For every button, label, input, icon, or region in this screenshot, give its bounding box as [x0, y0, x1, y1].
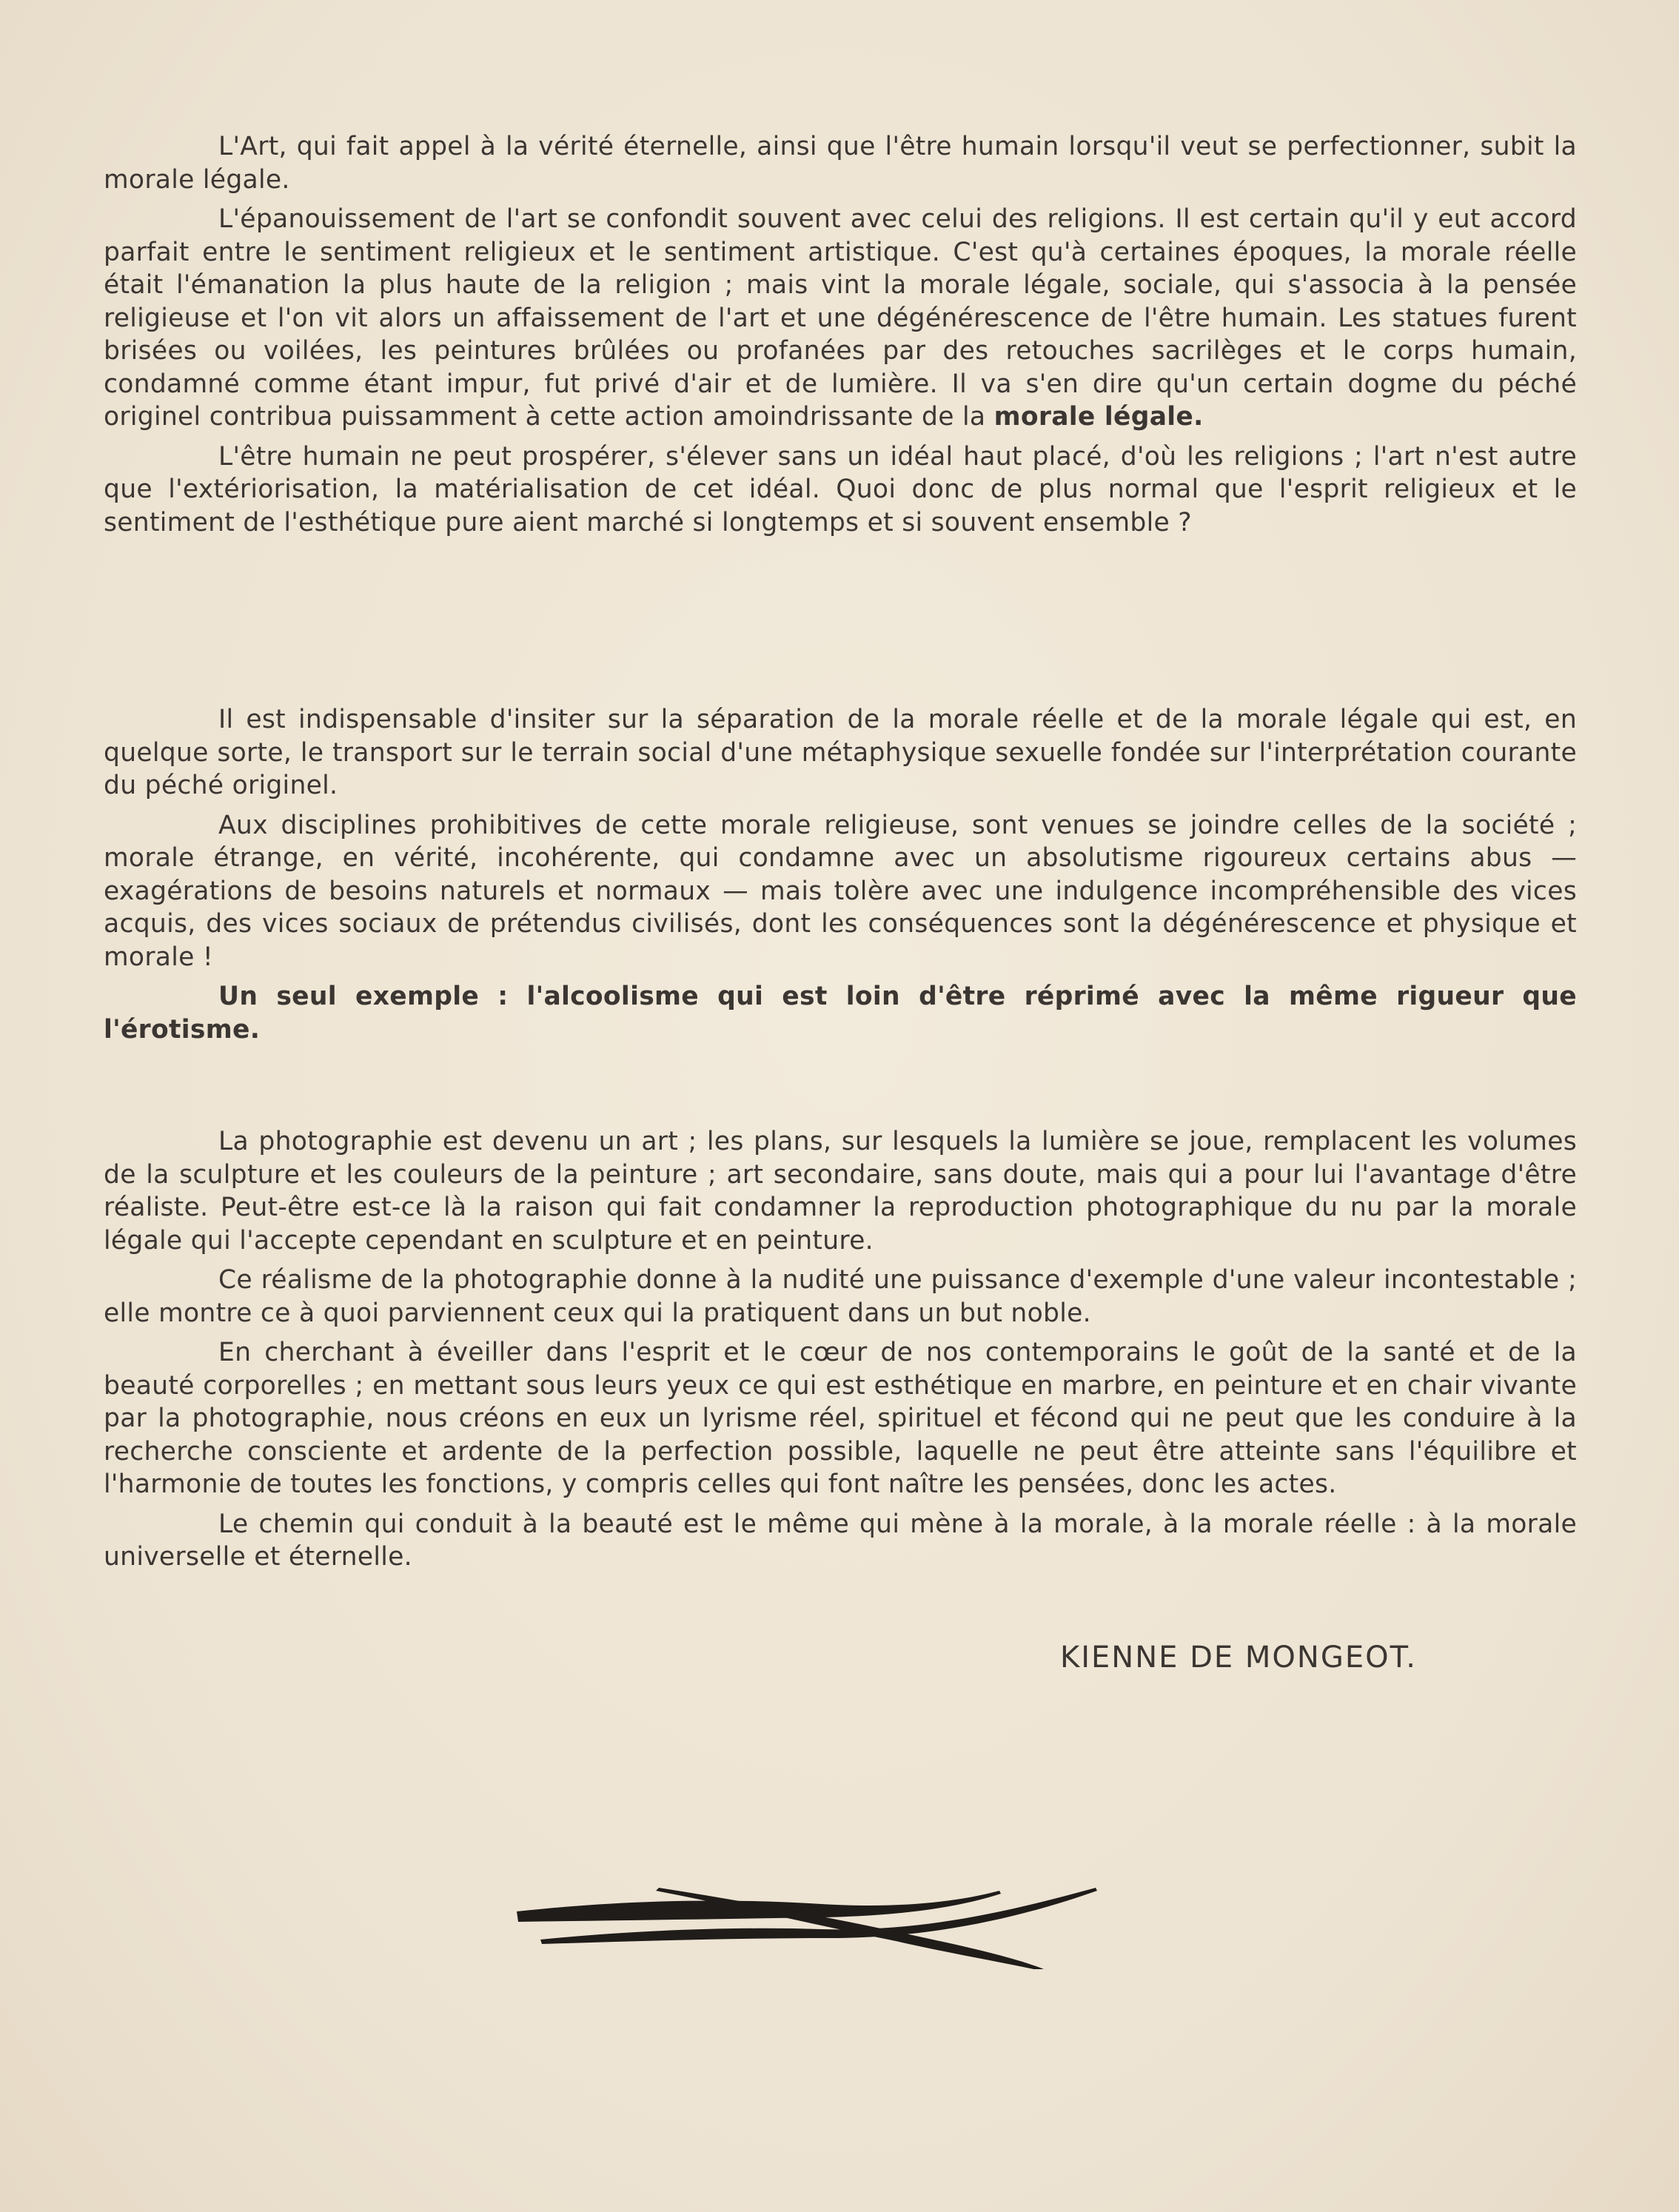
paragraph: La photographie est devenu un art ; les plans, sur lesquels la lumière se joue, remplacent les volumes de la sculpture et les couleurs de la peinture ; art secondaire, sans doute, mais qui a pour lui l'avantage d'être réaliste. Peut-être est-ce là la raison qui fait condamner la reproduction photographique du nu par la morale légale qui l'accepte cependant en sculpture et en peinture.: [104, 1127, 1577, 1256]
flourish-ornament: [511, 1858, 1103, 1969]
paragraph: En cherchant à éveiller dans l'esprit et le cœur de nos contemporains le goût de la santé et de la beauté corporelles ; en mettant sous leurs yeux ce qui est esthétique en marbre, en peinture et en chair vivante par la photographie, nous créons en eux un lyrisme réel, spirituel et fécond qui ne peut que les conduire à la recherche consciente et ardente de la perfection possible, laquelle ne peut être atteinte sans l'équilibre et l'harmonie de toutes les fonctions, y compris celles qui font naître les pensées, donc les actes.: [104, 1338, 1577, 1499]
section-2: [104, 703, 1577, 1053]
paragraph: Ce réalisme de la photographie donne à la nudité une puissance d'exemple d'une valeur incontestable ; elle montre ce à quoi parviennent ceux qui la pratiquent dans un but noble.: [104, 1265, 1577, 1328]
bold-phrase: morale légale.: [993, 402, 1204, 432]
paragraph: L'être humain ne peut prospérer, s'élever sans un idéal haut placé, d'où les religions ; l'art n'est autre que l'extériorisation, la matérialisation de cet idéal. Quoi donc de plus normal que l'esprit religieux et le sentiment de l'esthétique pure aient marché si longtemps et si souvent ensemble ?: [104, 441, 1577, 537]
author-signature: KIENNE DE MONGEOT.: [1060, 1640, 1417, 1675]
paragraph: Aux disciplines prohibitives de cette morale religieuse, sont venues se joindre celles de la société ; morale étrange, en vérité, incohérente, qui condamne avec un absolutisme rigoureux certains abus — exagérations de besoins naturels et normaux — mais tolère avec une indulgence incompréhensible des vices acquis, des vices sociaux de prétendus civilisés, dont les conséquences sont la dégénérescence et physique et morale !: [104, 810, 1577, 972]
paragraph: Le chemin qui conduit à la beauté est le même qui mène à la morale, à la morale réelle : à la morale universelle et éternelle.: [104, 1509, 1577, 1572]
section-3: [104, 1125, 1577, 1581]
paragraph: L'Art, qui fait appel à la vérité éternelle, ainsi que l'être humain lorsqu'il veut se perfectionner, subit la morale légale.: [104, 132, 1577, 195]
paragraph-text: L'épanouissement de l'art se confondit souvent avec celui des religions. Il est certain qu'il y eut accord parfait entre le sentiment religieux et le sentiment artistique. C'est qu'à certaines époques, la morale réelle était l'émanation la plus haute de la religion ; mais vint la morale légale, sociale, qui s'associa à la pensée religieuse et l'on vit alors un affaissement de l'art et une dégénérescence de l'être humain. Les statues furent brisées ou voilées, les peintures brûlées ou profanées par des retouches sacrilèges et le corps humain, condamné comme étant impur, fut privé d'air et de lumière. Il va s'en dire qu'un certain dogme du péché originel contribua puissamment à cette action amoindrissante de la: [104, 204, 1577, 432]
bold-paragraph: Un seul exemple : l'alcoolisme qui est loin d'être réprimé avec la même rigueur que l'érotisme.: [104, 982, 1577, 1045]
flourish-stroke: [656, 1888, 1044, 1969]
paragraph: [104, 203, 1577, 434]
paragraph: Il est indispensable d'insiter sur la séparation de la morale réelle et de la morale légale qui est, en quelque sorte, le transport sur le terrain social d'une métaphysique sexuelle fondée sur l'interprétation courante du péché originel.: [104, 705, 1577, 800]
section-1: [104, 130, 1577, 546]
